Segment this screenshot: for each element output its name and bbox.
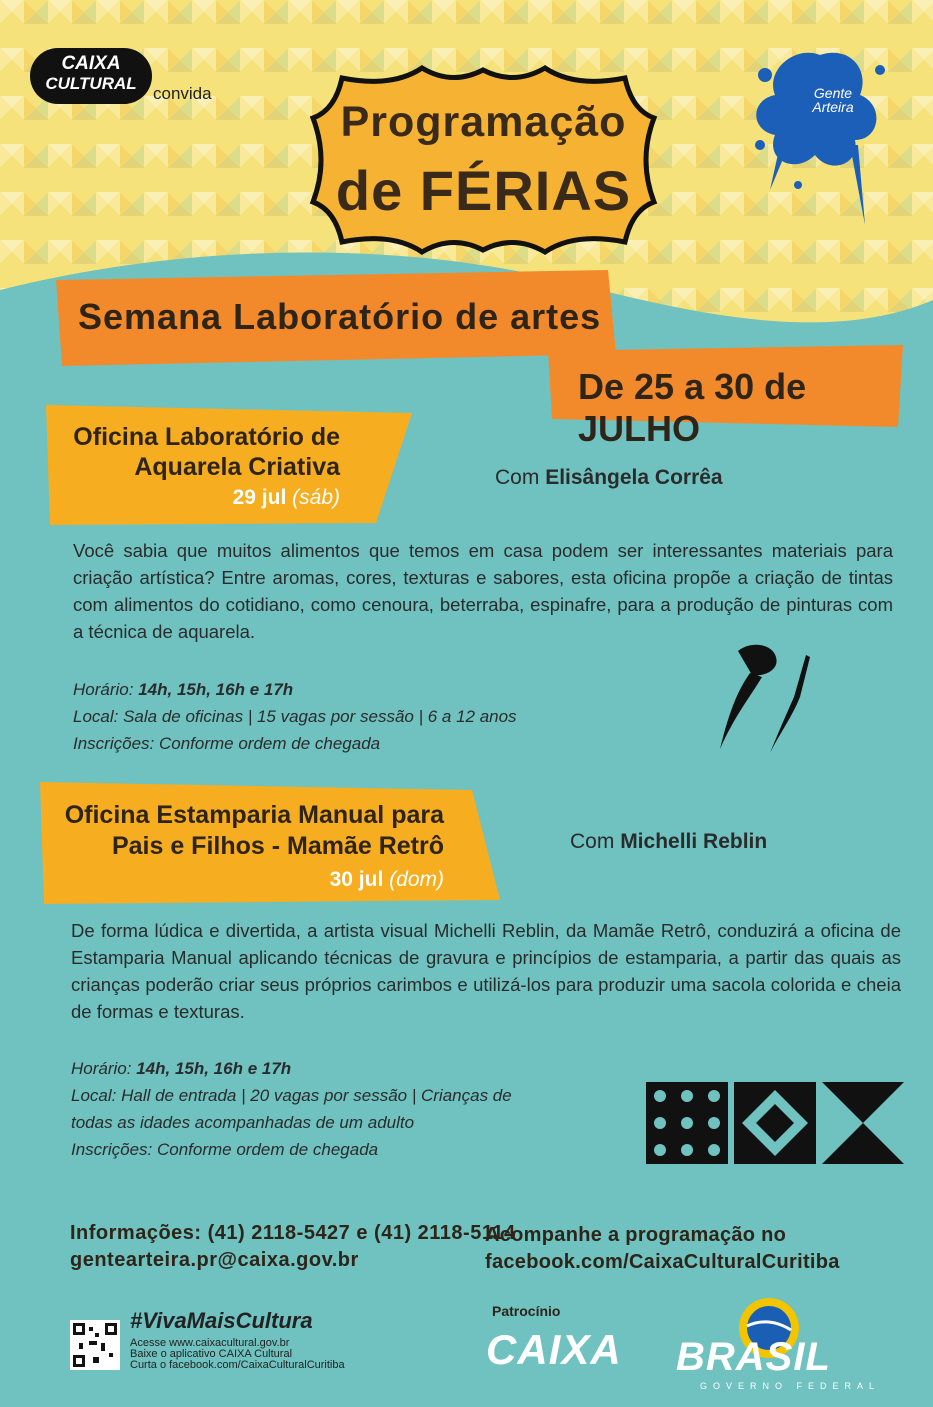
- workshop2-details: Horário: 14h, 15h, 16h e 17h Local: Hall de entrada | 20 vagas por sessão | Crianças de todas as idades acompanhadas de um adulto Inscrições: Conforme ordem de chegada: [71, 1059, 512, 1159]
- workshop2-author: Com Michelli Reblin: [570, 830, 768, 853]
- workshop2-date: 30 jul (dom): [329, 868, 444, 891]
- caixa-sponsor-logo: CAIXA: [486, 1326, 622, 1373]
- convida-text: convida: [153, 84, 212, 103]
- gente-arteira-splash-icon: [740, 15, 900, 235]
- gente-arteira-logo-text: Gente Arteira: [812, 85, 854, 115]
- qr-code-icon: [70, 1320, 120, 1370]
- workshop1-title: Oficina Laboratório de Aquarela Criativa: [73, 423, 340, 481]
- workshop1-description: Você sabia que muitos alimentos que temos em casa podem ser interessantes materiais para criação artística? Entre aromas, cores, texturas e sabores, esta oficina propõe a criação de tintas com alimentos do cotidiano, como cenoura, beterraba, espinafre, para a produção de pinturas com a técnica de aquarela.: [73, 540, 893, 642]
- brasil-sponsor-logo: BRASIL: [676, 1335, 831, 1379]
- workshop1-details: Horário: 14h, 15h, 16h e 17h Local: Sala de oficinas | 15 vagas por sessão | 6 a 12 anos Inscrições: Conforme ordem de chegada: [73, 680, 517, 753]
- title-line-2: de FÉRIAS: [335, 159, 632, 222]
- follow-info: Acompanhe a programação no facebook.com/CaixaCulturalCuritiba: [485, 1224, 840, 1273]
- viva-mais-cultura-hashtag: #VivaMaisCultura: [130, 1308, 313, 1333]
- event-dates: De 25 a 30 de JULHO: [578, 366, 807, 449]
- event-title: Semana Laboratório de artes: [78, 296, 602, 337]
- workshop1-author: Com Elisângela Corrêa: [495, 466, 723, 489]
- stamp-pattern-icon: [646, 1082, 904, 1164]
- viva-mais-cultura-text: Acesse www.caixacultural.gov.br Baixe o aplicativo CAIXA Cultural Curta o facebook.com/CaixaCulturalCuritiba: [130, 1337, 345, 1371]
- paintbrush-icon: [710, 637, 830, 757]
- title-line-1: Programação: [340, 98, 627, 146]
- sponsor-label: Patrocínio: [492, 1303, 561, 1319]
- governo-federal-text: GOVERNO FEDERAL: [700, 1381, 881, 1391]
- workshop2-description: De forma lúdica e divertida, a artista visual Michelli Reblin, da Mamãe Retrô, conduzirá a oficina de Estamparia Manual aplicando técnicas de gravura e princípios de estamparia, a partir das quais as crianças poderão criar seus próprios carimbos e utilizá-los para produzir uma sacola colorida e cheia de formas e texturas.: [71, 920, 901, 1022]
- caixa-cultural-logo: CAIXA CULTURAL: [30, 48, 152, 104]
- workshop1-date: 29 jul (sáb): [232, 486, 340, 509]
- workshop2-title: Oficina Estamparia Manual para Pais e Filhos - Mamãe Retrô: [64, 801, 444, 860]
- contact-info: Informações: (41) 2118-5427 e (41) 2118-5114 gentearteira.pr@caixa.gov.br: [70, 1222, 516, 1271]
